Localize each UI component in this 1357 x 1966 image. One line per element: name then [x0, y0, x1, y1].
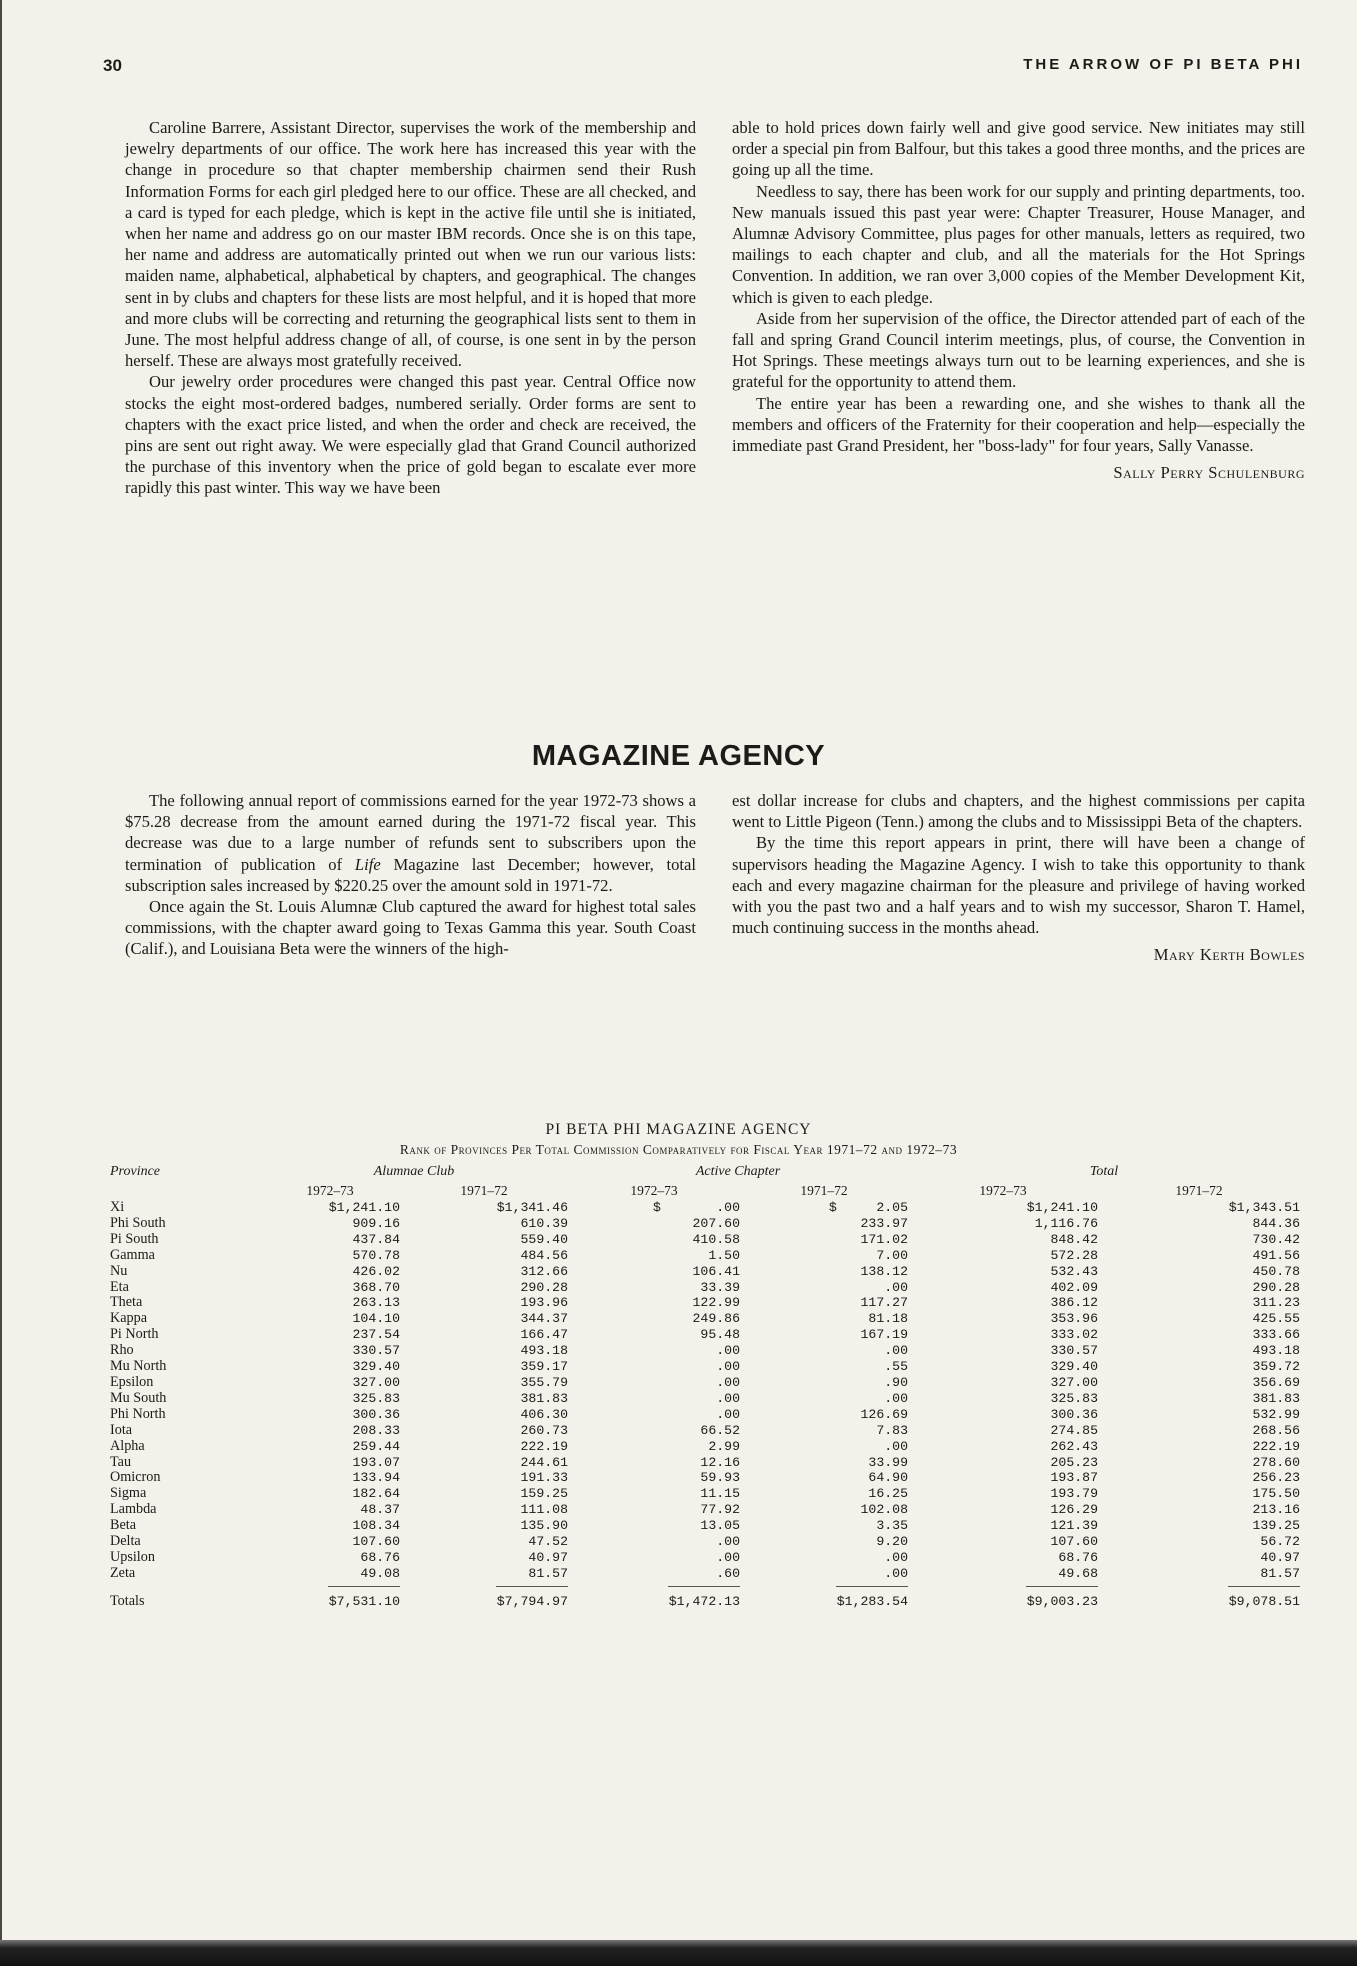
province-name: Alpha [110, 1437, 145, 1454]
commission-cell: 193.79 [1050, 1486, 1098, 1502]
commission-cell: .00 [884, 1390, 908, 1406]
commission-cell: 68.76 [1058, 1549, 1098, 1565]
commission-cell: 11.15 [700, 1486, 740, 1502]
commission-table [110, 1162, 1300, 1610]
province-name: Pi South [110, 1230, 159, 1247]
commission-cell: 68.76 [360, 1549, 400, 1565]
commission-cell: 353.96 [1050, 1311, 1098, 1327]
commission-cell: 193.96 [520, 1295, 568, 1311]
province-name: Xi [110, 1199, 125, 1215]
column-header-year: 1972–73 [630, 1183, 678, 1198]
paragraph-continuation: est dollar increase for clubs and chapters, and the highest commissions per capita went to Little Pigeon (Tenn.) among the clubs and to Mississippi Beta of the chapters. [732, 791, 1305, 832]
table-row [110, 1280, 1300, 1296]
page-edge-left [0, 0, 2, 1966]
commission-cell: 193.87 [1050, 1470, 1098, 1486]
commission-cell: 325.83 [1050, 1390, 1098, 1406]
commission-cell: 233.97 [860, 1215, 908, 1231]
table-row [110, 1407, 1300, 1423]
province-name: Pi North [110, 1326, 159, 1343]
commission-cell: 425.55 [1252, 1311, 1300, 1327]
commission-cell: 81.18 [868, 1311, 908, 1327]
commission-cell: 117.27 [860, 1295, 908, 1311]
table-row [110, 1566, 1300, 1582]
totals-cell: $1,472.13 [568, 1582, 740, 1610]
commission-cell: 213.16 [1252, 1502, 1300, 1518]
commission-cell: 111.08 [520, 1502, 568, 1518]
totals-cell: $9,003.23 [908, 1582, 1098, 1610]
commission-cell: 572.28 [1050, 1247, 1098, 1263]
commission-cell: 139.25 [1252, 1518, 1300, 1534]
commission-cell: 12.16 [700, 1454, 740, 1470]
commission-cell: 532.99 [1252, 1406, 1300, 1422]
commission-cell: 426.02 [352, 1263, 400, 1279]
paragraph: Once again the St. Louis Alumnæ Club captured the award for highest total sales commissions, with the chapter award going to Texas Gamma this year. South Coast (Calif.), and Louisiana Beta were the winners of the high- [125, 897, 696, 959]
commission-cell: 260.73 [520, 1422, 568, 1438]
commission-cell: $ .00 [652, 1200, 740, 1215]
commission-cell: $1,341.46 [496, 1200, 568, 1215]
province-name: Sigma [110, 1485, 147, 1502]
magazine-title: Life [354, 854, 381, 874]
commission-cell: 244.61 [520, 1454, 568, 1470]
commission-cell: 359.17 [520, 1359, 568, 1375]
commission-cell: 410.58 [692, 1231, 740, 1247]
commission-cell: 133.94 [352, 1470, 400, 1486]
table-row [110, 1375, 1300, 1391]
column-group-active-chapter: Active Chapter [695, 1164, 781, 1179]
commission-cell: 40.97 [528, 1549, 568, 1565]
commission-cell: .55 [884, 1359, 908, 1375]
commission-cell: 208.33 [352, 1422, 400, 1438]
province-name: Kappa [110, 1310, 148, 1327]
table-row [110, 1248, 1300, 1264]
table-body [110, 1200, 1300, 1582]
column-group-total: Total [1089, 1164, 1119, 1179]
commission-cell: 207.60 [692, 1215, 740, 1231]
commission-cell: 167.19 [860, 1327, 908, 1343]
commission-cell: 49.68 [1058, 1565, 1098, 1581]
commission-cell: 175.50 [1252, 1486, 1300, 1502]
province-name: Phi South [110, 1214, 166, 1231]
table-row [110, 1200, 1300, 1216]
commission-cell: 290.28 [1252, 1279, 1300, 1295]
commission-cell: 1,116.76 [1034, 1215, 1098, 1231]
author-signature: Mary Kerth Bowles [1153, 945, 1305, 965]
totals-cell: $9,078.51 [1098, 1582, 1300, 1610]
paragraph: Aside from her supervision of the office, the Director attended part of each of the fall and spring Grand Council interim meetings, plus, of course, the Convention in Hot Springs. These meetings always turn out to be learning experiences, and she is grateful for the opportunity to attend them. [732, 308, 1305, 392]
commission-cell: .00 [716, 1534, 740, 1550]
commission-cell: 64.90 [868, 1470, 908, 1486]
commission-cell: 191.33 [520, 1470, 568, 1486]
totals-label: Totals [110, 1592, 145, 1609]
table-row [110, 1295, 1300, 1311]
province-name: Zeta [110, 1564, 136, 1581]
commission-cell: 406.30 [520, 1406, 568, 1422]
commission-cell: 33.39 [700, 1279, 740, 1295]
commission-cell: 278.60 [1252, 1454, 1300, 1470]
table-row [110, 1327, 1300, 1343]
commission-cell: 7.00 [876, 1247, 908, 1263]
commission-cell: 333.02 [1050, 1327, 1098, 1343]
empty-cell [110, 1182, 260, 1200]
commission-cell: 268.56 [1252, 1422, 1300, 1438]
commission-cell: $1,241.10 [1026, 1200, 1098, 1215]
commission-cell: 493.18 [520, 1343, 568, 1359]
commission-cell: 381.83 [1252, 1390, 1300, 1406]
magazine-column-left [125, 790, 696, 960]
commission-cell: 570.78 [352, 1247, 400, 1263]
commission-cell: 300.36 [1050, 1406, 1098, 1422]
province-name: Tau [110, 1453, 132, 1470]
totals-cell: $7,531.10 [260, 1582, 400, 1610]
commission-cell: $1,343.51 [1228, 1200, 1300, 1215]
page-edge-bottom [0, 1940, 1357, 1966]
table-row [110, 1423, 1300, 1439]
commission-cell: 848.42 [1050, 1231, 1098, 1247]
commission-cell: 33.99 [868, 1454, 908, 1470]
commission-cell: 107.60 [352, 1534, 400, 1550]
commission-cell: 312.66 [520, 1263, 568, 1279]
column-header-province: Province [110, 1164, 161, 1179]
table-group-header [110, 1162, 1300, 1182]
paragraph: By the time this report appears in print, there will have been a change of supervisors heading the Magazine Agency. I wish to take this opportunity to thank each and every magazine chairman for the pleasure and privilege of having worked with you the past two and a half years and to wish my successor, Sharon T. Hamel, much continuing success in the months ahead. [732, 833, 1305, 938]
commission-cell: 327.00 [352, 1374, 400, 1390]
column-group-alumnae-club: Alumnae Club [373, 1164, 455, 1179]
commission-cell: .00 [884, 1279, 908, 1295]
table-row [110, 1343, 1300, 1359]
commission-cell: 56.72 [1260, 1534, 1300, 1550]
commission-cell: 104.10 [352, 1311, 400, 1327]
commission-cell: 66.52 [700, 1422, 740, 1438]
commission-cell: 77.92 [700, 1502, 740, 1518]
column-header-year: 1971–72 [1175, 1183, 1223, 1198]
commission-cell: 3.35 [876, 1518, 908, 1534]
commission-cell: 9.20 [876, 1534, 908, 1550]
commission-cell: 344.37 [520, 1311, 568, 1327]
commission-cell: 121.39 [1050, 1518, 1098, 1534]
commission-cell: 59.93 [700, 1470, 740, 1486]
column-header-year: 1971–72 [460, 1183, 508, 1198]
totals-cell: $7,794.97 [400, 1582, 568, 1610]
commission-cell: .60 [716, 1565, 740, 1581]
commission-cell: 49.08 [360, 1565, 400, 1581]
commission-cell: 16.25 [868, 1486, 908, 1502]
commission-cell: 493.18 [1252, 1343, 1300, 1359]
commission-cell: 330.57 [352, 1343, 400, 1359]
commission-cell: .00 [716, 1406, 740, 1422]
commission-cell: 381.83 [520, 1390, 568, 1406]
commission-cell: 484.56 [520, 1247, 568, 1263]
commission-cell: 222.19 [520, 1438, 568, 1454]
commission-cell: .00 [884, 1438, 908, 1454]
text-run: The following annual report of commissions earned for the year 1972-73 shows a $75.28 decrease from the amount earned during the 1971-72 fiscal year. This decrease was due to a large number of refunds sent to subscribers upon the termination of publication of [125, 791, 696, 874]
commission-cell: 909.16 [352, 1215, 400, 1231]
commission-cell: 81.57 [1260, 1565, 1300, 1581]
commission-cell: 355.79 [520, 1374, 568, 1390]
commission-cell: 300.36 [352, 1406, 400, 1422]
magazine-column-right [732, 790, 1305, 966]
paragraph: Caroline Barrere, Assistant Director, supervises the work of the membership and jewelry departments of our office. The work here has increased this year with the change in procedure so that chapter membership chairmen send their Rush Information Forms for each girl pledged here to our office. These are all checked, and a card is typed for each pledge, which is kept in the active file until she is initiated, when her name and address go on our master IBM records. Once she is on this tape, her name and address are automatically printed out when we run our various lists: maiden name, alphabetical, alphabetical by chapters, and geographical. The changes sent in by clubs and chapters for these lists are most helpful, and it is hoped that more and more clubs will be correcting and returning the geographical lists sent to them in June. The most helpful address change of all, of course, is one sent in by the person herself. These are always most gratefully received. [125, 118, 696, 371]
commission-cell: 106.41 [692, 1263, 740, 1279]
table-row [110, 1550, 1300, 1566]
paragraph: The entire year has been a rewarding one, and she wishes to thank all the members and officers of the Fraternity for their cooperation and help—especially the immediate past Grand President, her "boss-lady" for four years, Sally Vanasse. [732, 393, 1305, 456]
table-row [110, 1486, 1300, 1502]
commission-cell: .00 [716, 1343, 740, 1359]
commission-cell: 329.40 [352, 1359, 400, 1375]
province-name: Phi North [110, 1405, 166, 1422]
commission-cell: 237.54 [352, 1327, 400, 1343]
page-number: 30 [103, 56, 122, 75]
author-signature: Sally Perry Schulenburg [1113, 463, 1305, 483]
table-row [110, 1534, 1300, 1550]
commission-cell: 402.09 [1050, 1279, 1098, 1295]
commission-cell: 193.07 [352, 1454, 400, 1470]
table-row [110, 1470, 1300, 1486]
table-row [110, 1216, 1300, 1232]
table-row [110, 1391, 1300, 1407]
commission-cell: 48.37 [360, 1502, 400, 1518]
commission-cell: $ 2.05 [828, 1200, 908, 1215]
paragraph: Our jewelry order procedures were changed this past year. Central Office now stocks the eight most-ordered badges, numbered serially. Order forms are sent to chapters with the exact price listed, and when the order and check are received, the pins are sent out right away. We were especially glad that Grand Council authorized the purchase of this inventory when the price of gold began to escalate ever more rapidly this past winter. This way we have been [125, 372, 696, 498]
commission-cell: 368.70 [352, 1279, 400, 1295]
commission-cell: 610.39 [520, 1215, 568, 1231]
table-row [110, 1311, 1300, 1327]
province-name: Eta [110, 1278, 129, 1295]
province-name: Upsilon [110, 1548, 155, 1565]
commission-cell: 329.40 [1050, 1359, 1098, 1375]
commission-cell: 259.44 [352, 1438, 400, 1454]
table-title: PI BETA PHI MAGAZINE AGENCY [545, 1121, 812, 1138]
province-name: Beta [110, 1517, 136, 1534]
commission-cell: .00 [884, 1565, 908, 1581]
table-totals-row [110, 1582, 1300, 1610]
commission-cell: 159.25 [520, 1486, 568, 1502]
commission-cell: 333.66 [1252, 1327, 1300, 1343]
commission-cell: 359.72 [1252, 1359, 1300, 1375]
commission-cell: 182.64 [352, 1486, 400, 1502]
column-header-year: 1972–73 [306, 1183, 354, 1198]
table-subtitle: Rank of Provinces Per Total Commission Comparatively for Fiscal Year 1971–72 and 1972–73 [399, 1142, 958, 1157]
province-name: Nu [110, 1262, 128, 1279]
commission-cell: 7.83 [876, 1422, 908, 1438]
commission-cell: 107.60 [1050, 1534, 1098, 1550]
running-title: THE ARROW OF PI BETA PHI [1023, 56, 1303, 73]
commission-cell: $1,241.10 [328, 1200, 400, 1215]
table-row [110, 1439, 1300, 1455]
paragraph [125, 790, 696, 896]
central-office-column-right [732, 117, 1305, 483]
commission-cell: 2.99 [708, 1438, 740, 1454]
table-row [110, 1264, 1300, 1280]
paragraph: Needless to say, there has been work for our supply and printing departments, too. New manuals issued this past year were: Chapter Treasurer, House Manager, and Alumnæ Advisory Committee, plus pages for other manuals, letters as required, two mailings to each chapter and club, and all the materials for the Hot Springs Convention. In addition, we ran over 3,000 copies of the Member Development Kit, which is given to each pledge. [732, 181, 1305, 307]
commission-cell: 290.28 [520, 1279, 568, 1295]
table-row [110, 1359, 1300, 1375]
table-year-header [110, 1182, 1300, 1200]
commission-cell: 325.83 [352, 1390, 400, 1406]
column-header-year: 1972–73 [979, 1183, 1027, 1198]
commission-cell: 138.12 [860, 1263, 908, 1279]
province-name: Mu South [110, 1389, 167, 1406]
table-row [110, 1232, 1300, 1248]
commission-cell: 450.78 [1252, 1263, 1300, 1279]
commission-cell: 205.23 [1050, 1454, 1098, 1470]
commission-table-grid [110, 1162, 1300, 1610]
commission-cell: 1.50 [708, 1247, 740, 1263]
commission-cell: 47.52 [528, 1534, 568, 1550]
commission-cell: 95.48 [700, 1327, 740, 1343]
commission-cell: 311.23 [1252, 1295, 1300, 1311]
commission-cell: 126.29 [1050, 1502, 1098, 1518]
commission-cell: 327.00 [1050, 1374, 1098, 1390]
text-run: Magazine last December; however, total subscription sales increased by $220.25 over the amount sold in 1971-72. [125, 854, 696, 895]
commission-cell: 249.86 [692, 1311, 740, 1327]
province-name: Lambda [110, 1501, 157, 1518]
province-name: Epsilon [110, 1373, 154, 1390]
commission-cell: 81.57 [528, 1565, 568, 1581]
commission-cell: 166.47 [520, 1327, 568, 1343]
commission-cell: 13.05 [700, 1518, 740, 1534]
commission-cell: 171.02 [860, 1231, 908, 1247]
commission-cell: 730.42 [1252, 1231, 1300, 1247]
province-name: Omicron [110, 1469, 161, 1486]
commission-cell: 122.99 [692, 1295, 740, 1311]
commission-cell: 274.85 [1050, 1422, 1098, 1438]
commission-cell: 356.69 [1252, 1374, 1300, 1390]
commission-cell: .00 [884, 1549, 908, 1565]
commission-cell: 532.43 [1050, 1263, 1098, 1279]
province-name: Iota [110, 1421, 133, 1438]
paragraph-continuation: able to hold prices down fairly well and give good service. New initiates may still order a special pin from Balfour, but this takes a good three months, and the prices are going up all the time. [732, 118, 1305, 180]
commission-cell: 108.34 [352, 1518, 400, 1534]
province-name: Theta [110, 1294, 143, 1311]
commission-cell: 102.08 [860, 1502, 908, 1518]
commission-cell: 135.90 [520, 1518, 568, 1534]
commission-cell: 491.56 [1252, 1247, 1300, 1263]
commission-cell: 262.43 [1050, 1438, 1098, 1454]
commission-cell: 844.36 [1252, 1215, 1300, 1231]
table-row [110, 1518, 1300, 1534]
commission-cell: 126.69 [860, 1406, 908, 1422]
province-name: Mu North [110, 1358, 167, 1375]
commission-cell: 256.23 [1252, 1470, 1300, 1486]
commission-cell: 330.57 [1050, 1343, 1098, 1359]
column-header-year: 1971–72 [800, 1183, 848, 1198]
totals-cell: $1,283.54 [740, 1582, 908, 1610]
commission-cell: 40.97 [1260, 1549, 1300, 1565]
table-row [110, 1502, 1300, 1518]
commission-cell: .00 [716, 1374, 740, 1390]
section-heading: MAGAZINE AGENCY [531, 740, 826, 772]
central-office-column-left [125, 117, 696, 499]
commission-cell: 263.13 [352, 1295, 400, 1311]
commission-cell: 437.84 [352, 1231, 400, 1247]
province-name: Delta [110, 1533, 141, 1550]
table-row [110, 1455, 1300, 1471]
commission-cell: 222.19 [1252, 1438, 1300, 1454]
commission-cell: 559.40 [520, 1231, 568, 1247]
commission-cell: .00 [716, 1390, 740, 1406]
commission-cell: .00 [716, 1549, 740, 1565]
commission-cell: 386.12 [1050, 1295, 1098, 1311]
province-name: Gamma [110, 1246, 155, 1263]
commission-cell: .00 [716, 1359, 740, 1375]
province-name: Rho [110, 1342, 134, 1359]
commission-cell: .00 [884, 1343, 908, 1359]
commission-cell: .90 [884, 1374, 908, 1390]
